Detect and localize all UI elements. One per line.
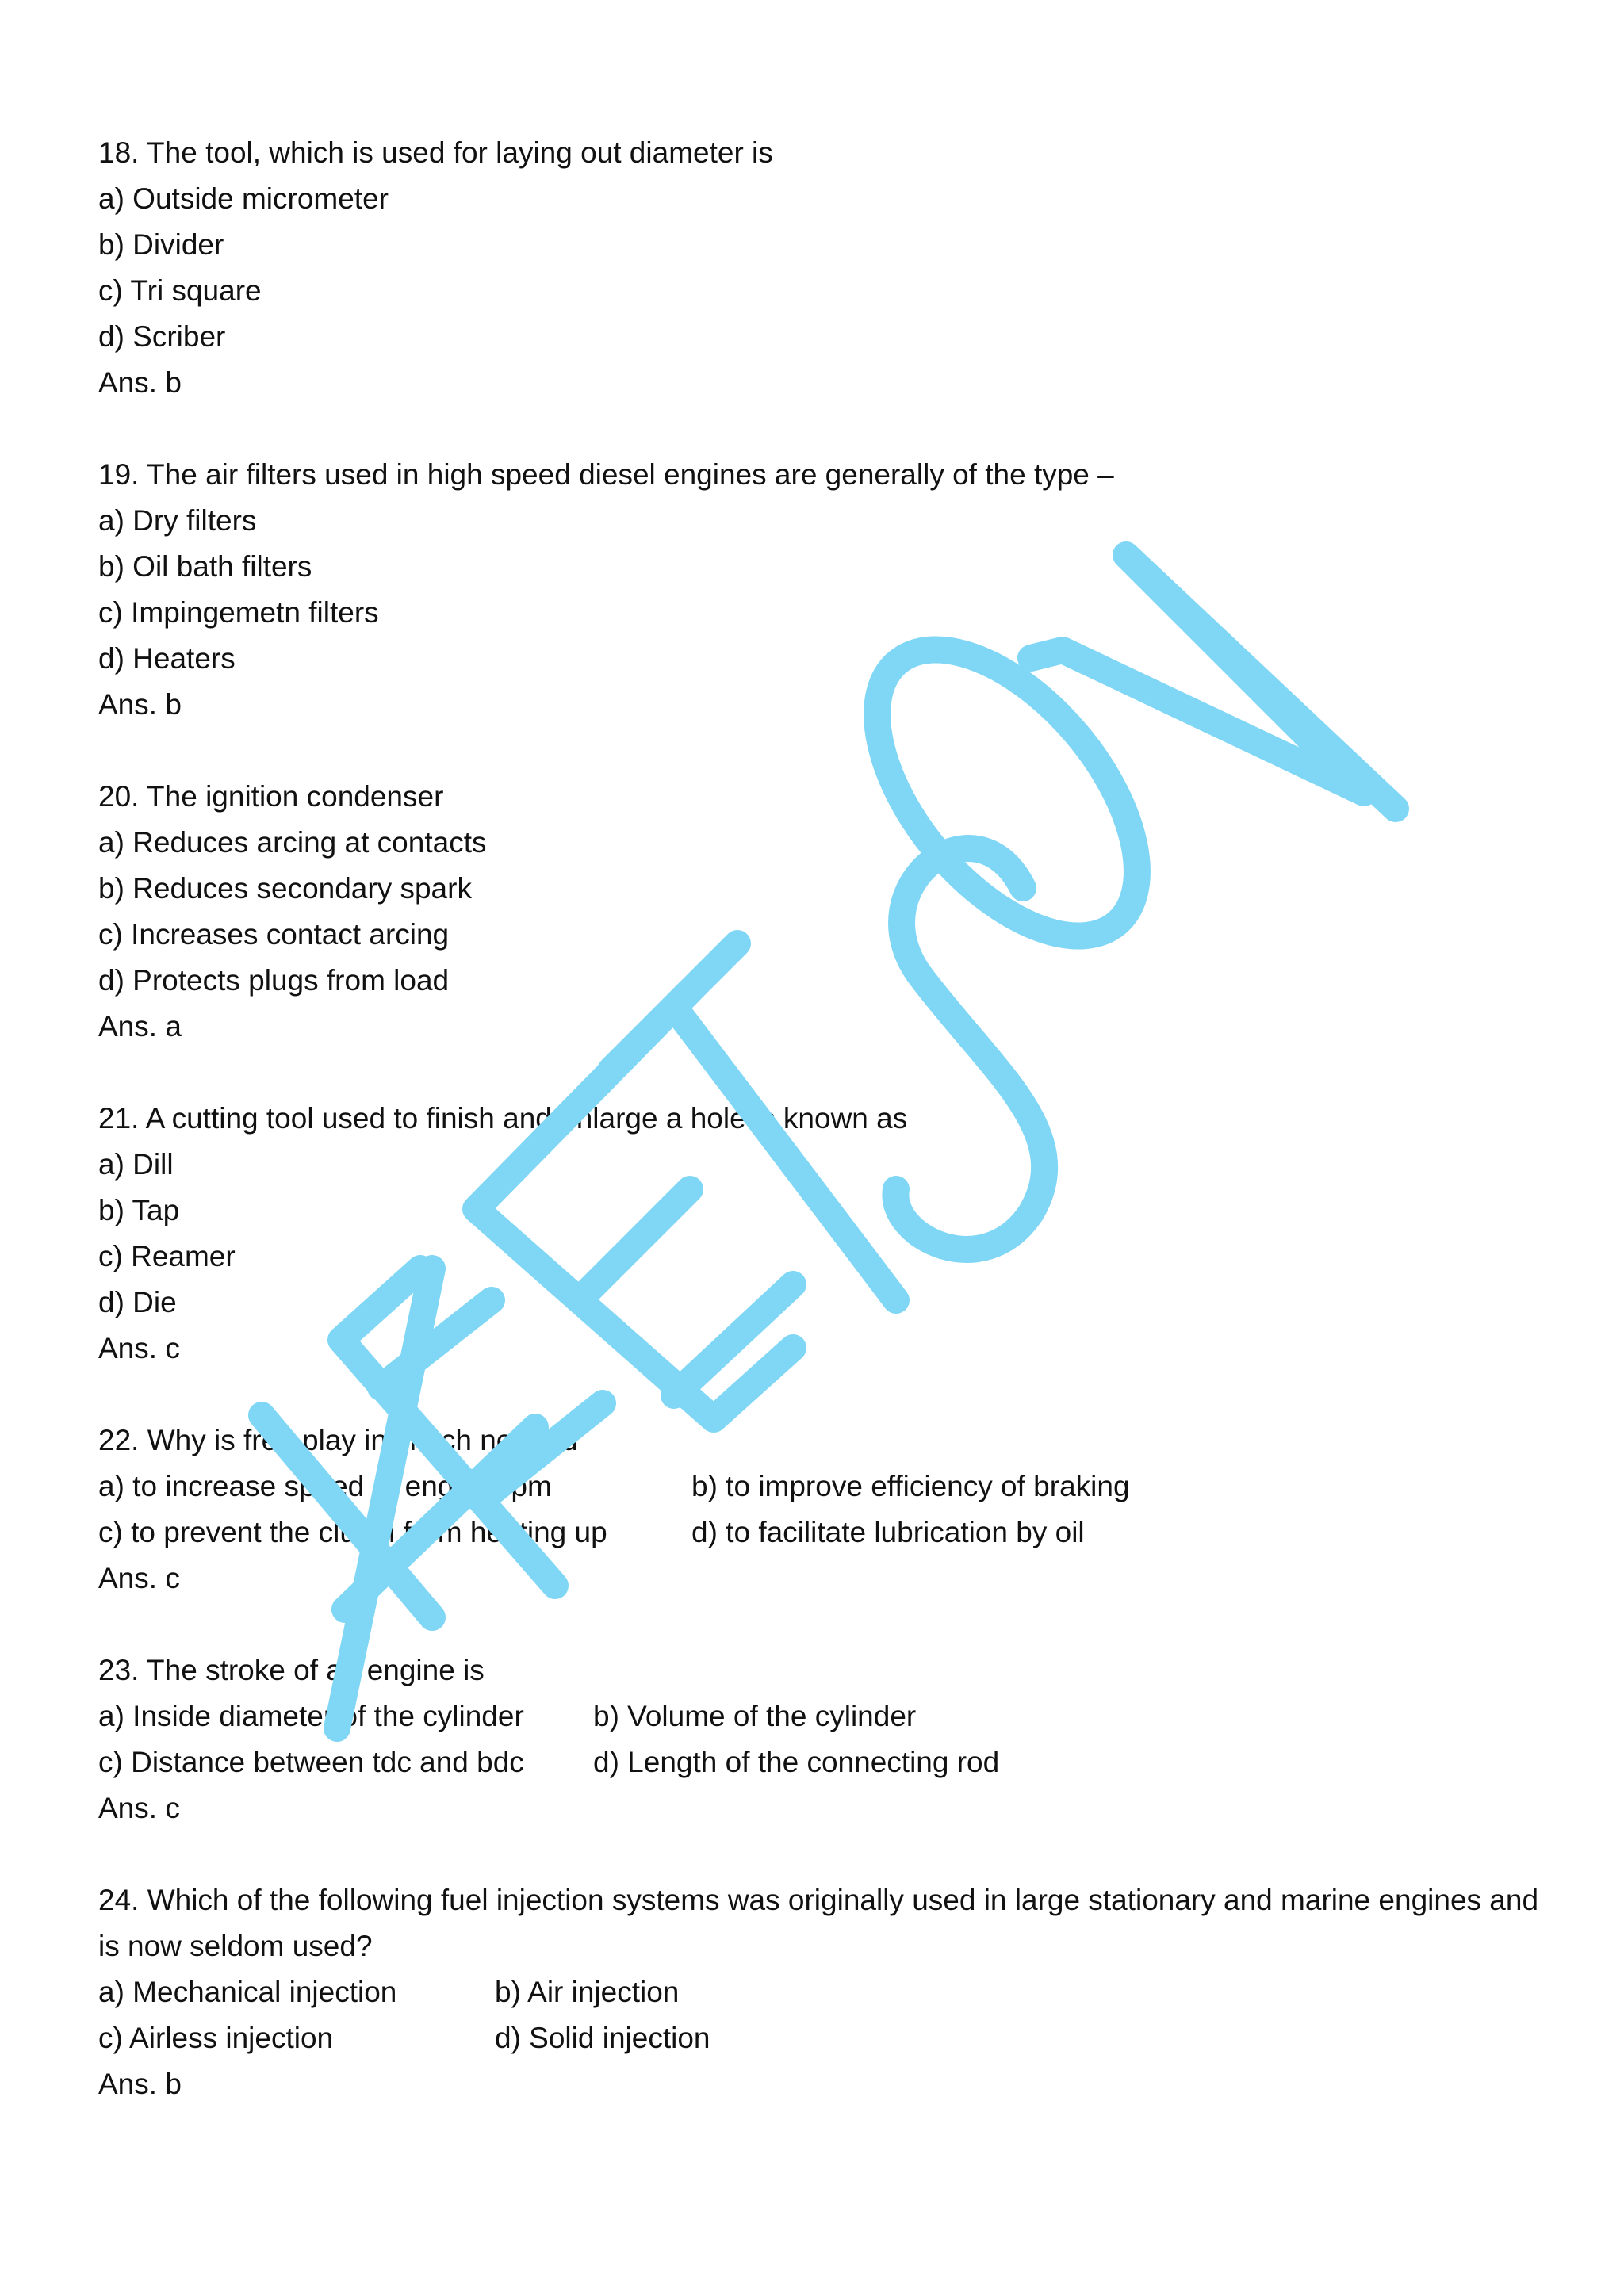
answer: Ans. b — [98, 366, 182, 399]
question-text: 21. A cutting tool used to finish and enlarge a hole is known as — [98, 1102, 908, 1135]
answer: Ans. a — [98, 1010, 182, 1043]
option-a: a) Inside diameter of the cylinder — [98, 1700, 524, 1732]
option-c: c) Distance between tdc and bdc — [98, 1746, 524, 1778]
option-b: b) Volume of the cylinder — [593, 1700, 917, 1732]
option-b: b) Oil bath filters — [98, 550, 312, 583]
question-block-18 — [98, 130, 1557, 406]
option-row — [98, 1464, 1557, 1510]
option-d: d) Die — [98, 1286, 177, 1318]
answer: Ans. c — [98, 1332, 180, 1364]
option-d: d) Protects plugs from load — [98, 964, 450, 997]
option-row — [98, 1693, 1557, 1739]
option-row — [98, 1969, 1557, 2015]
option-d: d) Heaters — [98, 642, 236, 675]
question-block-24 — [98, 1877, 1557, 2107]
option-a: a) Reduces arcing at contacts — [98, 826, 487, 859]
option-b: b) Divider — [98, 228, 224, 261]
question-text: 24. Which of the following fuel injection systems was originally used in large stationary and marine engines and is now seldom used? — [98, 1884, 1539, 1962]
option-row — [98, 1739, 1557, 1785]
question-text: 19. The air filters used in high speed diesel engines are generally of the type – — [98, 458, 1114, 491]
question-block-19 — [98, 452, 1557, 728]
answer: Ans. b — [98, 2068, 182, 2100]
option-c: c) to prevent the clutch from heating up — [98, 1516, 607, 1548]
option-a: a) Mechanical injection — [98, 1976, 397, 2008]
option-row — [98, 1510, 1557, 1556]
option-row — [98, 2015, 1557, 2061]
option-d: d) Length of the connecting rod — [593, 1746, 1000, 1778]
option-b: b) Air injection — [495, 1976, 680, 2008]
option-b: b) Tap — [98, 1194, 180, 1226]
answer: Ans. b — [98, 688, 182, 721]
option-a: a) Dill — [98, 1148, 174, 1181]
question-text: 20. The ignition condenser — [98, 780, 444, 813]
option-c: c) Increases contact arcing — [98, 918, 450, 951]
question-text: 18. The tool, which is used for laying out diameter is — [98, 136, 773, 169]
question-text: 22. Why is free play in clutch needed — [98, 1424, 578, 1456]
answer: Ans. c — [98, 1562, 180, 1594]
answer: Ans. c — [98, 1792, 180, 1824]
option-c: c) Tri square — [98, 274, 262, 307]
option-d: d) Scriber — [98, 320, 226, 353]
question-list — [98, 130, 1557, 2107]
option-c: c) Impingemetn filters — [98, 596, 379, 629]
option-a: a) Outside micrometer — [98, 182, 389, 215]
question-block-22 — [98, 1418, 1557, 1601]
option-a: a) to increase speed of engine rpm — [98, 1470, 552, 1502]
question-block-20 — [98, 774, 1557, 1050]
question-block-21 — [98, 1096, 1557, 1372]
option-a: a) Dry filters — [98, 504, 257, 537]
option-d: d) Solid injection — [495, 2022, 710, 2054]
option-c: c) Airless injection — [98, 2022, 334, 2054]
option-d: d) to facilitate lubrication by oil — [691, 1516, 1085, 1548]
option-c: c) Reamer — [98, 1240, 236, 1272]
option-b: b) Reduces secondary spark — [98, 872, 472, 905]
question-block-23 — [98, 1647, 1557, 1831]
question-text: 23. The stroke of an engine is — [98, 1654, 485, 1686]
option-b: b) to improve efficiency of braking — [691, 1470, 1130, 1502]
